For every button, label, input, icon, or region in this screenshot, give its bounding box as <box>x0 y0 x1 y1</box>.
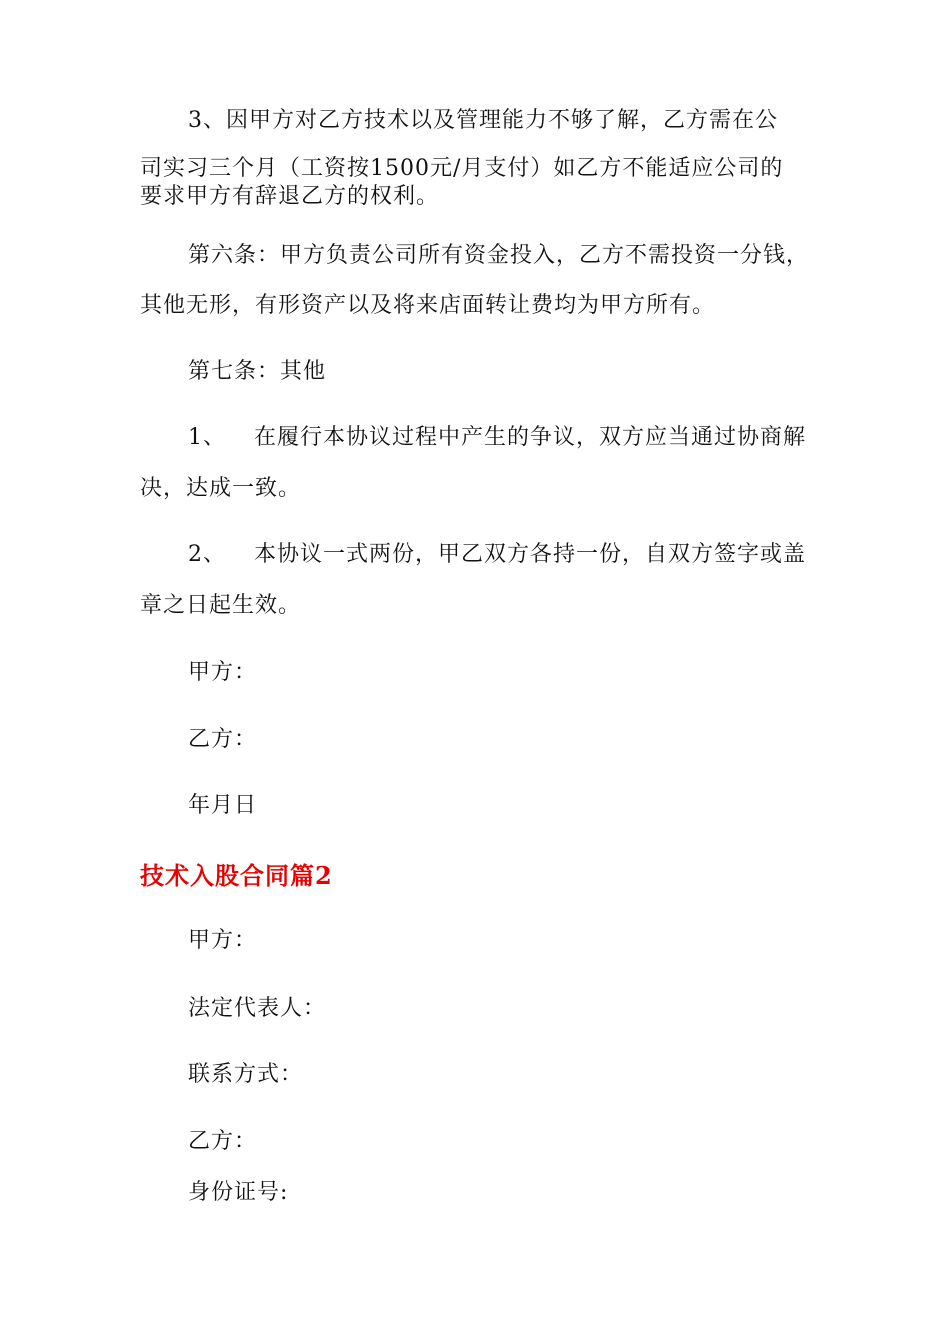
paragraph-3-line-3: 要求甲方有辞退乙方的权利。 <box>140 184 440 209</box>
article-6-line-2: 其他无形，有形资产以及将来店面转让费均为甲方所有。 <box>140 293 716 318</box>
clause-1-number: 1、 <box>188 425 226 450</box>
paragraph-3-line-1: 3、因甲方对乙方技术以及管理能力不够了解，乙方需在公 <box>188 108 778 133</box>
clause-2-number: 2、 <box>188 542 226 567</box>
article-7-title: 第七条：其他 <box>188 359 327 384</box>
clause-1-line-2: 决，达成一致。 <box>140 476 302 501</box>
signature-date: 年月日 <box>188 793 258 818</box>
clause-1-text: 在履行本协议过程中产生的争议，双方应当通过协商解 <box>254 425 807 450</box>
signature-party-a: 甲方： <box>188 660 258 685</box>
clause-2-text: 本协议一式两份，甲乙双方各持一份，自双方签字或盖 <box>254 542 807 567</box>
clause-2-line-1 <box>188 542 806 568</box>
section2-contact: 联系方式： <box>188 1062 304 1087</box>
section2-legal-representative: 法定代表人： <box>188 996 327 1021</box>
section-heading: 技术入股合同篇2 <box>140 861 333 890</box>
section2-id-number: 身份证号: <box>188 1180 289 1205</box>
section2-party-b: 乙方： <box>188 1129 258 1154</box>
clause-2-line-2: 章之日起生效。 <box>140 593 302 618</box>
article-6-line-1: 第六条：甲方负责公司所有资金投入，乙方不需投资一分钱， <box>188 243 810 268</box>
signature-party-b: 乙方： <box>188 727 258 752</box>
clause-1-line-1 <box>188 425 806 451</box>
section2-party-a: 甲方： <box>188 928 258 953</box>
paragraph-3-line-2: 司实习三个月（工资按1500元/月支付）如乙方不能适应公司的 <box>140 156 784 181</box>
